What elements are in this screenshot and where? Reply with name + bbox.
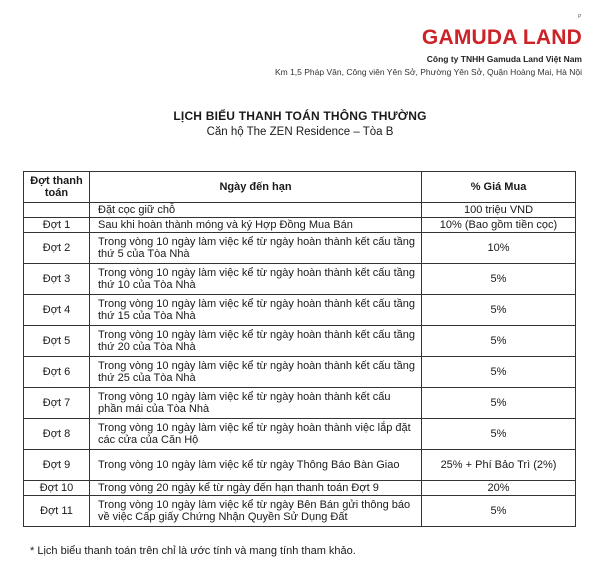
- payment-schedule-table: [23, 171, 576, 527]
- row-due: Trong vòng 20 ngày kể từ ngày đến hạn thanh toán Đợt 9: [90, 481, 422, 496]
- row-percent: 20%: [422, 481, 576, 496]
- company-name: Công ty TNHH Gamuda Land Việt Nam: [426, 54, 582, 64]
- row-percent: 10% (Bao gồm tiền cọc): [422, 218, 576, 233]
- row-percent: 5%: [422, 357, 576, 388]
- row-due: Trong vòng 10 ngày làm việc kể từ ngày hoàn thành kết cấu tầng thứ 10 của Tòa Nhà: [90, 264, 422, 295]
- header-due-date: Ngày đến hạn: [90, 172, 422, 203]
- row-period: Đợt 3: [24, 264, 90, 295]
- row-due: Trong vòng 10 ngày làm việc kể từ ngày hoàn thành kết cấu tầng thứ 25 của Tòa Nhà: [90, 357, 422, 388]
- table-row: [24, 203, 576, 218]
- row-percent: 5%: [422, 496, 576, 527]
- company-address: Km 1,5 Pháp Vân, Công viên Yên Sở, Phường Yên Sở, Quận Hoàng Mai, Hà Nội: [274, 67, 582, 77]
- table-row: [24, 388, 576, 419]
- corner-mark: P: [578, 14, 582, 20]
- row-due: Đặt cọc giữ chỗ: [90, 203, 422, 218]
- table-row: [24, 496, 576, 527]
- row-period: [24, 203, 90, 218]
- table-row: [24, 264, 576, 295]
- row-percent: 25% + Phí Bảo Trì (2%): [422, 450, 576, 481]
- row-percent: 5%: [422, 295, 576, 326]
- table-header-row: [24, 172, 576, 203]
- row-period: Đợt 2: [24, 233, 90, 264]
- header-period: Đợt thanh toán: [24, 172, 90, 203]
- table-row: [24, 450, 576, 481]
- row-due: Trong vòng 10 ngày làm việc kể từ ngày Thông Báo Bàn Giao: [90, 450, 422, 481]
- row-due: Trong vòng 10 ngày làm việc kể từ ngày hoàn thành kết cấu tầng thứ 5 của Tòa Nhà: [90, 233, 422, 264]
- row-due: Trong vòng 10 ngày làm việc kể từ ngày hoàn thành kết cấu tầng thứ 20 của Tòa Nhà: [90, 326, 422, 357]
- row-period: Đợt 8: [24, 419, 90, 450]
- table-row: [24, 419, 576, 450]
- table-row: [24, 295, 576, 326]
- row-period: Đợt 9: [24, 450, 90, 481]
- row-period: Đợt 6: [24, 357, 90, 388]
- row-percent: 5%: [422, 264, 576, 295]
- row-percent: 5%: [422, 326, 576, 357]
- row-due: Trong vòng 10 ngày làm việc kể từ ngày hoàn thành kết cấu phần mái của Tòa Nhà: [90, 388, 422, 419]
- row-due: Trong vòng 10 ngày làm việc kể từ ngày hoàn thành việc lắp đặt các cửa của Căn Hộ: [90, 419, 422, 450]
- row-percent: 5%: [422, 419, 576, 450]
- row-due: Trong vòng 10 ngày làm việc kể từ ngày Bên Bán gửi thông báo về việc Cấp giấy Chứng Nhận Quyền Sử Dụng Đất: [90, 496, 422, 527]
- table-row: [24, 233, 576, 264]
- row-period: Đợt 7: [24, 388, 90, 419]
- gamuda-land-logo: GAMUDA LAND: [421, 26, 582, 49]
- table-row: [24, 218, 576, 233]
- document-title: LỊCH BIỂU THANH TOÁN THÔNG THƯỜNG: [173, 109, 427, 123]
- row-percent: 5%: [422, 388, 576, 419]
- table-row: [24, 326, 576, 357]
- row-period: Đợt 11: [24, 496, 90, 527]
- document-subtitle: Căn hộ The ZEN Residence – Tòa B: [206, 126, 394, 138]
- row-due: Trong vòng 10 ngày làm việc kể từ ngày hoàn thành kết cấu tầng thứ 15 của Tòa Nhà: [90, 295, 422, 326]
- table-row: [24, 357, 576, 388]
- row-period: Đợt 10: [24, 481, 90, 496]
- row-percent: 100 triệu VND: [422, 203, 576, 218]
- table-row: [24, 481, 576, 496]
- row-period: Đợt 1: [24, 218, 90, 233]
- row-due: Sau khi hoàn thành móng và ký Hợp Đồng Mua Bán: [90, 218, 422, 233]
- header-percent: % Giá Mua: [422, 172, 576, 203]
- row-period: Đợt 4: [24, 295, 90, 326]
- row-period: Đợt 5: [24, 326, 90, 357]
- row-percent: 10%: [422, 233, 576, 264]
- footnote: * Lịch biểu thanh toán trên chỉ là ước tính và mang tính tham khảo.: [30, 545, 356, 557]
